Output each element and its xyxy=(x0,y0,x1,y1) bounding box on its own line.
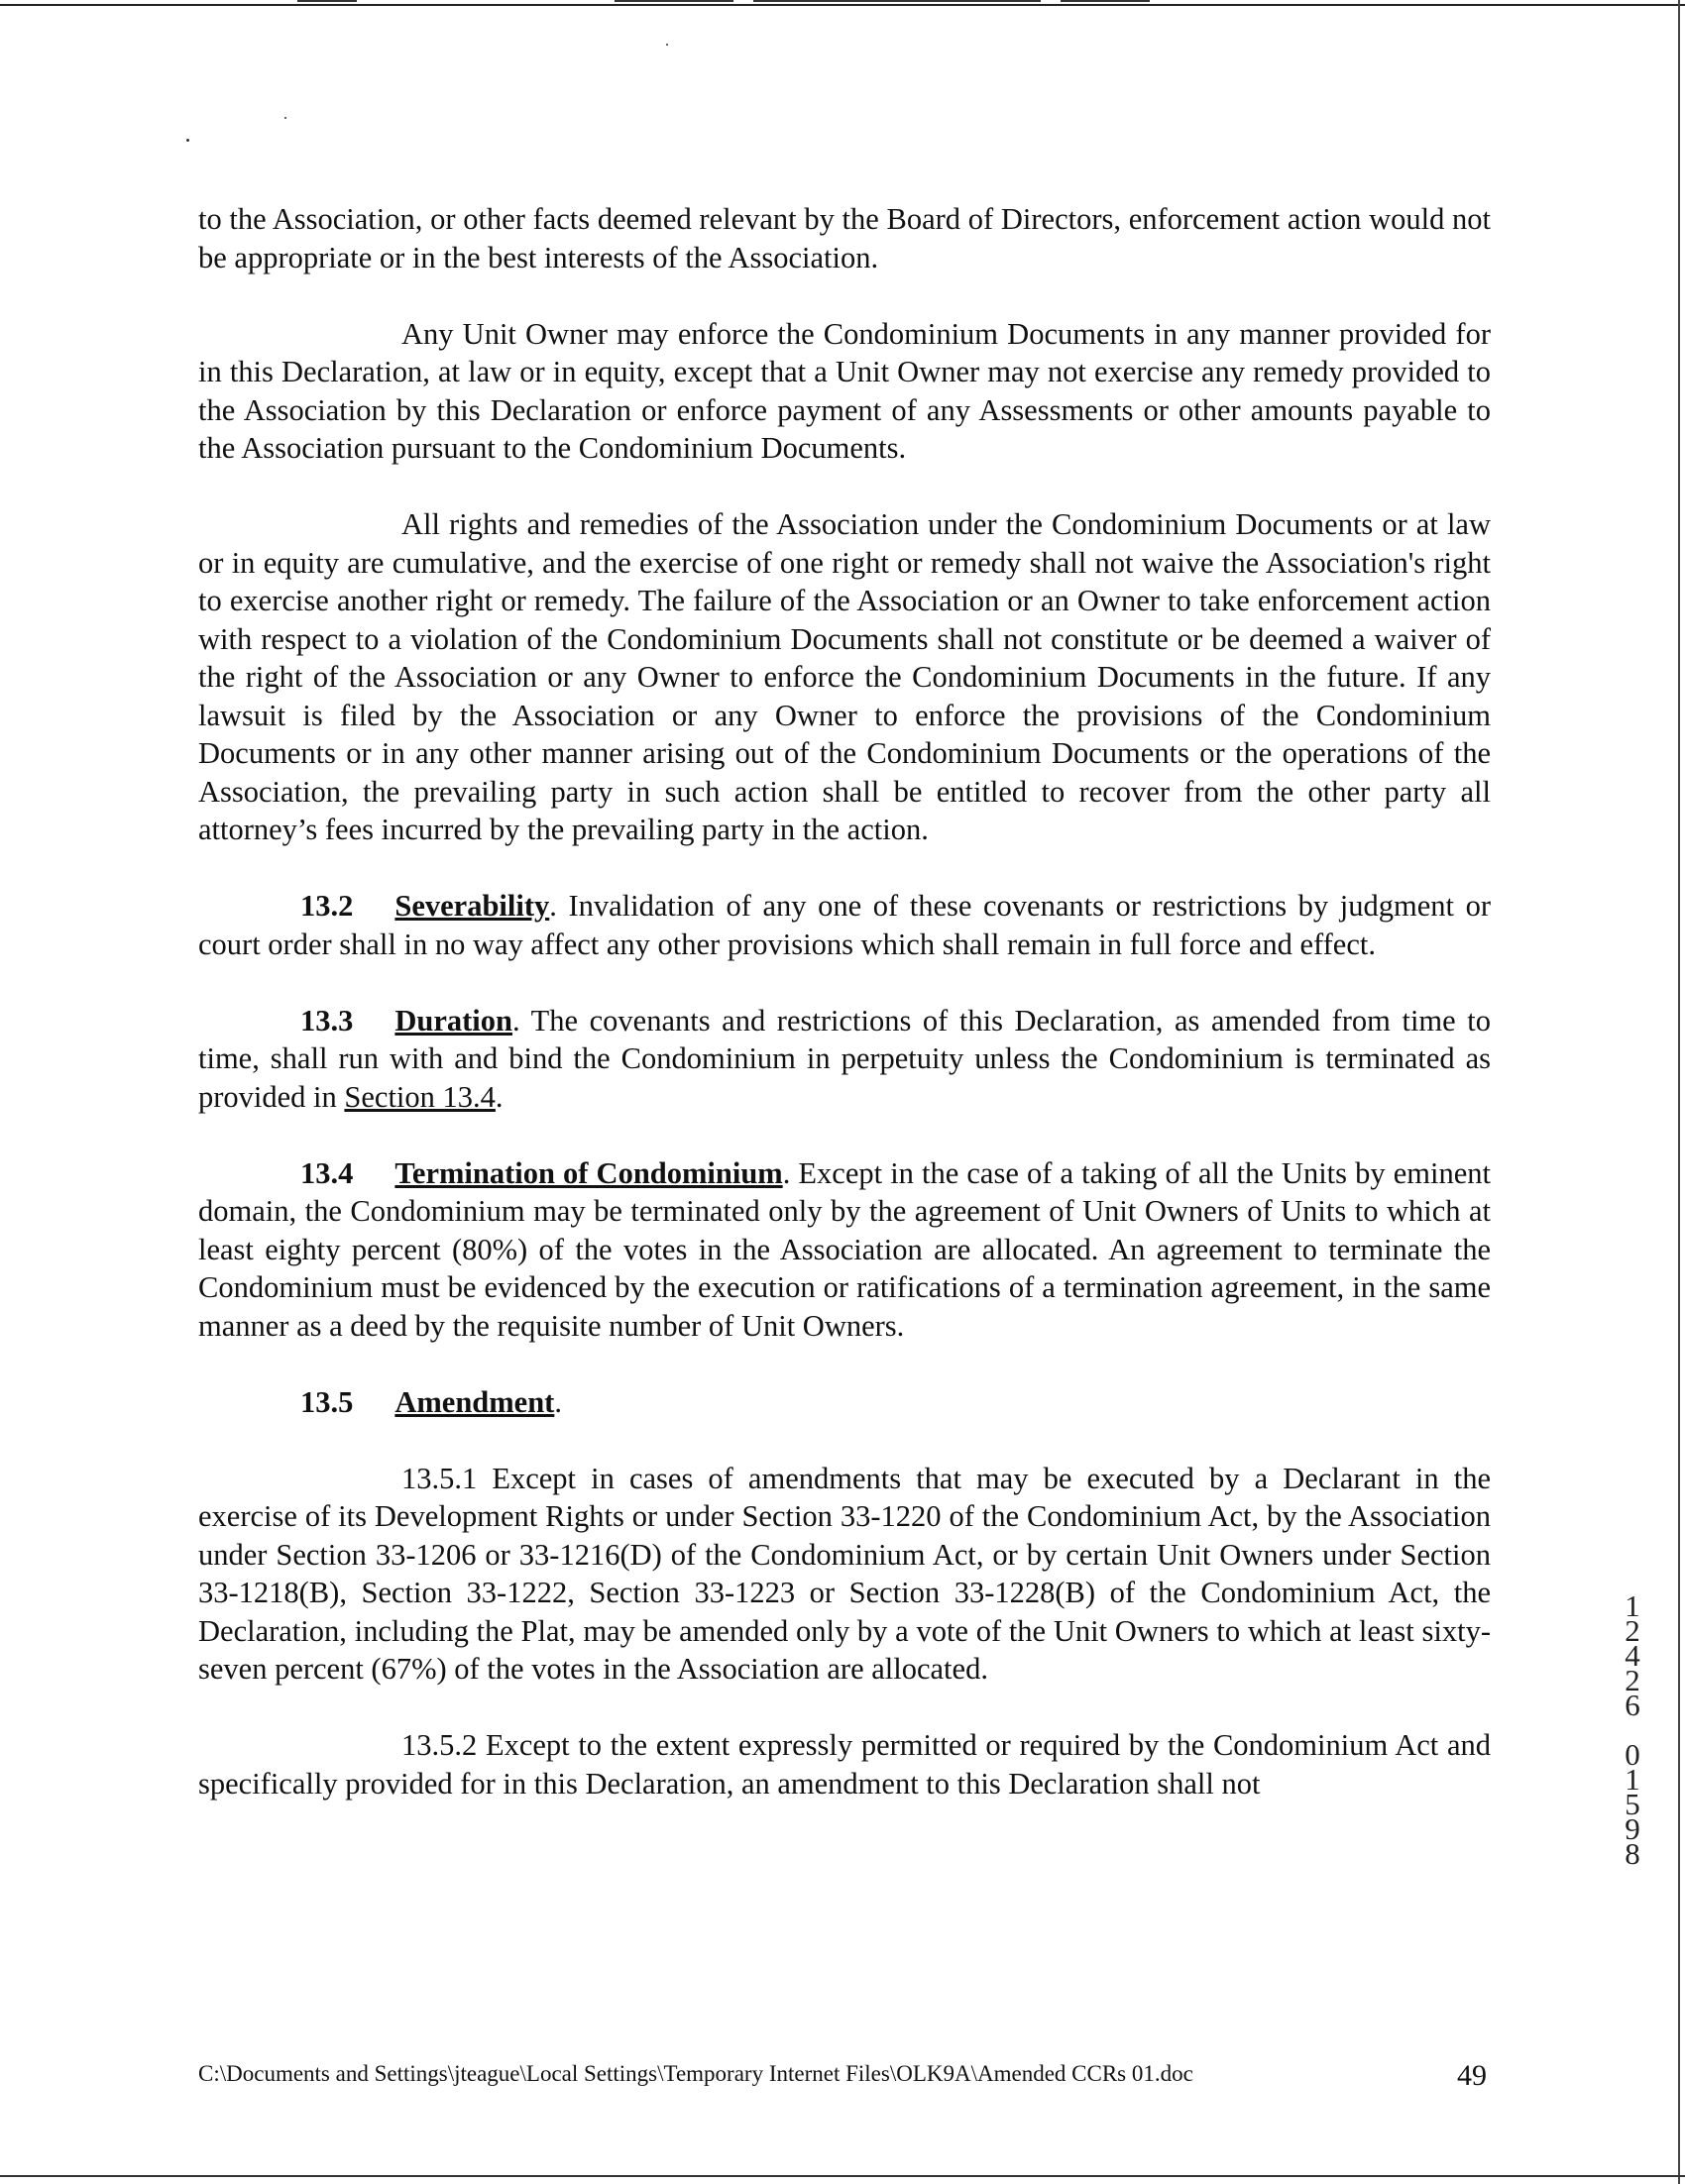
document-body xyxy=(198,200,1491,1802)
scan-speck xyxy=(666,44,668,46)
paragraph-rights-remedies: All rights and remedies of the Association under the Condominium Documents or at law or in equity are cumulative, and the exercise of one right or remedy shall not waive the Association's right to exercise another right or remedy. The failure of the Association or an Owner to take enforcement action with respect to a violation of the Condominium Documents shall not constitute or be deemed a waiver of the right of the Association or any Owner to enforce the Condominium Documents in the future. If any lawsuit is filed by the Association or any Owner to enforce the provisions of the Condominium Documents or in any other manner arising out of the Condominium Documents or the operations of the Association, the prevailing party in such action shall be entitled to recover from the other party all attorney’s fees incurred by the prevailing party in the action. xyxy=(198,507,1491,846)
section-text: . Except in the case of a taking of all the Units by eminent domain, the Condominium may be terminated only by the agreement of Unit Owners of Units to which at least eighty percent (80%) of the votes in the Association are allocated. An agreement to terminate the Condominium must be evidenced by the execution or ratifications of a termination agreement, in the same manner as a deed by the requisite number of Unit Owners. xyxy=(198,1155,1491,1343)
section-13-3 xyxy=(198,1002,1491,1117)
section-text: . Invalidation of any one of these covenants or restrictions by judgment or court order shall in no way affect any other provisions which shall remain in full force and effect. xyxy=(198,889,1491,961)
section-number: 13.2 xyxy=(300,889,354,923)
scan-speck xyxy=(186,139,189,142)
recording-number-stamp: 1 2 4 2 6 0 1 5 9 8 xyxy=(1625,1588,1640,1871)
section-reference: Section 13.4 xyxy=(344,1079,496,1114)
paragraph-continuation: to the Association, or other facts deemed relevant by the Board of Directors, enforcement action would not be appropriate or in the best interests of the Association. xyxy=(198,202,1491,274)
scan-speck xyxy=(284,117,286,119)
scan-artifact xyxy=(753,0,1041,2)
scan-bottom-border xyxy=(0,2175,1685,2177)
subsection-13-5-1: 13.5.1 Except in cases of amendments that may be executed by a Declarant in the exercise of its Development Rights or under Section 33-1220 of the Condominium Act, by the Association under Section 33-1206 or 33-1216(D) of the Condominium Act, or by certain Unit Owners under Section 33-1218(B), Section 33-1222, Section 33-1223 or Section 33-1228(B) of the Condominium Act, the Declaration, including the Plat, may be amended only by a vote of the Unit Owners to which at least sixty-seven percent (67%) of the votes in the Association are allocated. xyxy=(198,1461,1491,1686)
scan-right-border xyxy=(1678,0,1680,2184)
section-title: Duration xyxy=(394,1003,512,1037)
section-number: 13.5 xyxy=(300,1384,354,1419)
section-title: Amendment xyxy=(394,1384,555,1419)
section-13-2 xyxy=(198,887,1491,963)
footer-file-path: C:\Documents and Settings\jteague\Local Settings\Temporary Internet Files\OLK9A\Amended CCRs 01.doc xyxy=(198,2061,1193,2086)
paragraph-unit-owner-enforcement: Any Unit Owner may enforce the Condominium Documents in any manner provided for in this Declaration, at law or in equity, except that a Unit Owner may not exercise any remedy provided to the Association by this Declaration or enforce payment of any Assessments or other amounts payable to the Association pursuant to the Condominium Documents. xyxy=(198,316,1491,465)
scan-artifact xyxy=(297,0,357,2)
subsection-13-5-2: 13.5.2 Except to the extent expressly permitted or required by the Condominium Act and specifically provided for in this Declaration, an amendment to this Declaration shall not xyxy=(198,1728,1491,1801)
scan-top-border xyxy=(0,4,1685,6)
section-title: Termination of Condominium xyxy=(394,1155,783,1190)
section-text: . xyxy=(554,1384,562,1419)
section-text: . The covenants and restrictions of this Declaration, as amended from time to time, shall run with and bind the Condominium in perpetuity unless the Condominium is terminated as provided in xyxy=(198,1003,1491,1114)
scan-artifact xyxy=(1061,0,1150,2)
page-number: 49 xyxy=(1457,2059,1487,2092)
section-text-end: . xyxy=(495,1079,504,1114)
section-title: Severability xyxy=(394,889,550,923)
section-13-5 xyxy=(198,1383,1491,1422)
section-number: 13.3 xyxy=(300,1003,354,1037)
section-number: 13.4 xyxy=(300,1155,354,1190)
scan-artifact xyxy=(615,0,733,2)
section-13-4 xyxy=(198,1154,1491,1346)
